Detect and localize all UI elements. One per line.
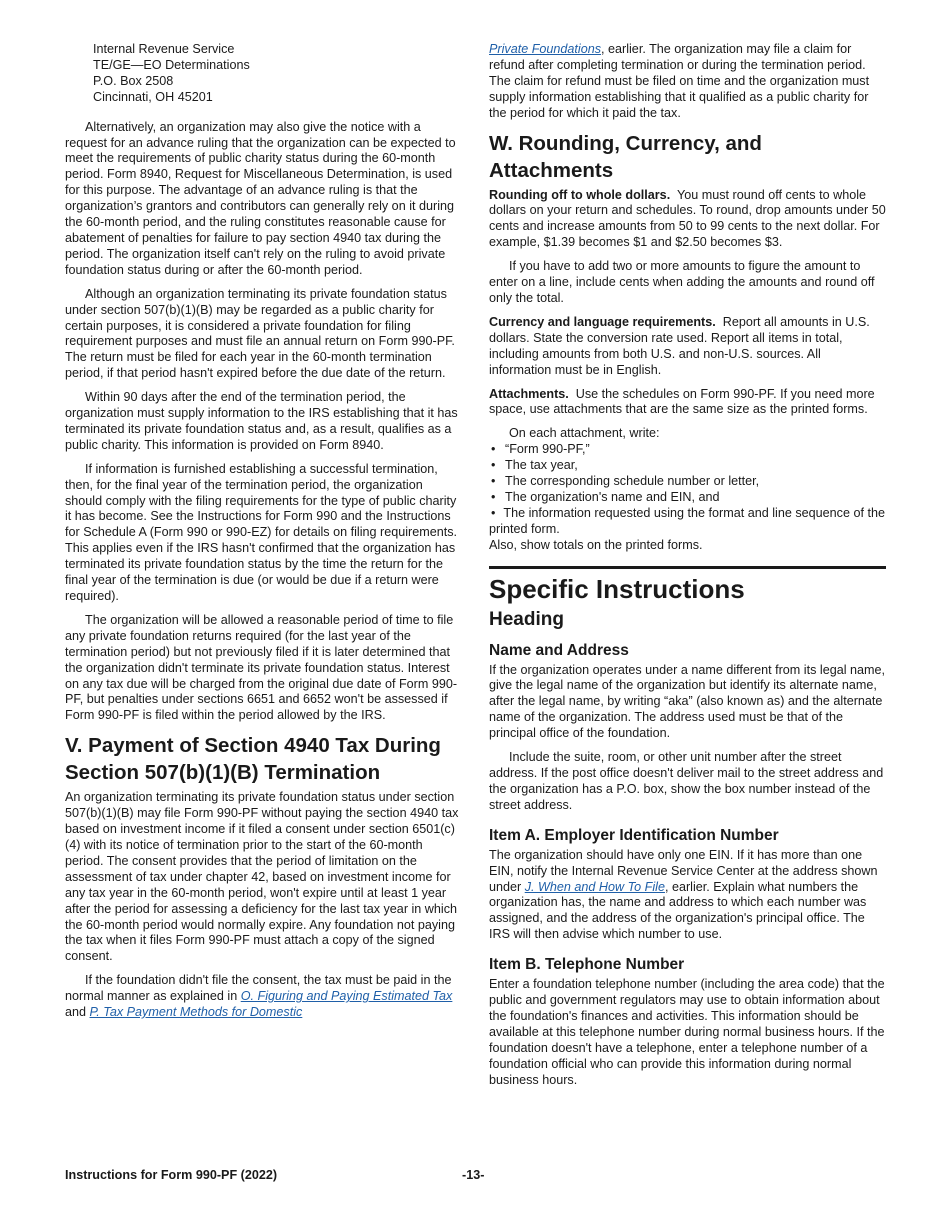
currency-body: Report all amounts in U.S. dollars. State the conversion rate used. Report all items in total, including amounts from both U.S. and non-U.S. sources. All information must be in English. <box>489 314 870 377</box>
paragraph-item-a <box>489 848 886 943</box>
paragraph-attachments <box>489 387 886 419</box>
item-a-title: Item A. Employer Identification Number <box>489 826 779 844</box>
attachment-bullet-list <box>489 442 886 506</box>
continuation-text: , earlier. The organization may file a claim for refund after completing termination or during the termination period. The claim for refund must be filed on time and the organization must supply information establishing that it qualified as a public charity for the period for which it paid the tax. <box>489 42 870 120</box>
list-item-last: • The information requested using the format and line sequence of the printed form. <box>489 505 885 536</box>
item-a-text-cont: , earlier. Explain what numbers the organization has, the name and address to which each number was assigned, and the address of the organization's principal office. The IRS will then advise which number to use. <box>489 879 867 942</box>
list-item: • “Form 990-PF,” <box>489 442 886 458</box>
paragraph-advance-ruling: Alternatively, an organization may also give the notice with a request for an advance ruling that the organization can be expected to meet the requirements of public charity status during the 60-month period. Form 8940, Request for Miscellaneous Determination, is used for this purpose. The advantage of an advance ruling is that the organization’s grantors and contributors can generally rely on it during the 60-month period, and the ruling constitutes reasonable cause for abatement of penalties for failure to pay section 4940 tax during the period. The organization itself can't rely on the ruling to avoid private foundation status during or after the 60-month period. <box>65 119 456 277</box>
list-item-text: The information requested using the format and line sequence of the printed form. <box>489 505 885 536</box>
consent-and-text: and <box>65 1005 90 1020</box>
paragraph-within-90-days: Within 90 days after the end of the termination period, the organization must supply information to the IRS establishing that it has terminated its private foundation status and, as a result, qualifies as a public charity. This information is provided on Form 8940. <box>65 390 458 452</box>
link-private-foundations[interactable]: Private Foundations <box>489 42 602 56</box>
paragraph-name: If the organization operates under a name different from its legal name, give the legal name of the organization but identify its alternate name, after the legal name, by writing “aka” (also known as) and the alternate name of the organization. The address used must be that of the principal office of the foundation. <box>489 662 886 741</box>
footer-page-number: -13- <box>462 1168 485 1182</box>
page-footer <box>65 1168 886 1184</box>
address-line: P.O. Box 2508 <box>93 73 174 88</box>
paragraph-consent <box>65 973 462 1021</box>
name-and-address-title: Name and Address <box>489 641 629 659</box>
paragraph-although: Although an organization terminating its private foundation status under section 507(b)(1)(B) may be regarded as a public charity for certain purposes, it is considered a private foundation for filing requirement purposes and must file an annual return on Form 990-PF. The return must be filed for each year in the 60-month termination period, if that period hasn't expired before the due date of the return. <box>65 286 455 381</box>
link-when-and-how-to-file[interactable]: J. When and How To File <box>524 879 665 894</box>
attachments-body: Use the schedules on Form 990-PF. If you need more space, use attachments that are the same size as the printed forms. <box>489 386 875 417</box>
paragraph-currency <box>489 315 886 379</box>
item-a-text: The organization should have only one EIN. If it has more than one EIN, notify the Internal Revenue Service Center at the address shown under <box>489 847 878 894</box>
consent-text: If the foundation didn't file the consent, the tax must be paid in the normal manner as explained in <box>65 973 452 1004</box>
section-w-title: W. Rounding, Currency, and Attachments <box>489 131 762 182</box>
paragraph-item-b: Enter a foundation telephone number (including the area code) that the public and government regulators may use to obtain information about the foundation's finances and activities. This information should be available at this telephone number during normal business hours. If the foundation doesn't have a telephone, enter a telephone number of a foundation official who can provide this information during normal business hours. <box>489 977 885 1087</box>
paragraph-v-body: An organization terminating its private foundation status under section 507(b)(1)(B) may file Form 990-PF without paying the section 4940 tax based on investment income if it filed a consent under section 6501(c)(4) with its notice of termination prior to the start of the 60-month period. The consent provides that the period of limitation on the assessment of tax under chapter 42, based on investment income for any tax year in the 60-month period, won't expire until at least 1 year after the period for assessing a deficiency for the last tax year in which the 60-month period would normally expire. Any foundation not paying the tax when it files Form 990-PF must attach a copy of the signed consent. <box>65 790 459 964</box>
rounding-run-in-head: Rounding off to whole dollars. <box>489 187 671 202</box>
item-b-title: Item B. Telephone Number <box>489 956 685 974</box>
right-column <box>489 42 886 1097</box>
paragraph-continuation <box>489 42 886 122</box>
attachments-run-in-head: Attachments. <box>489 386 569 401</box>
currency-run-in-head: Currency and language requirements. <box>489 314 716 329</box>
also-show-totals: Also, show totals on the printed forms. <box>489 537 703 552</box>
list-item: • The tax year, <box>489 458 886 474</box>
section-v-title: V. Payment of Section 4940 Tax During Section 507(b)(1)(B) Termination <box>65 734 441 785</box>
heading-title: Heading <box>489 608 564 630</box>
address-line: Cincinnati, OH 45201 <box>93 89 213 104</box>
link-figuring-estimated-tax[interactable]: O. Figuring and Paying Estimated Tax <box>240 989 453 1004</box>
address-line: Internal Revenue Service <box>93 42 235 56</box>
paragraph-two-or-more: If you have to add two or more amounts to figure the amount to enter on a line, include cents when adding the amounts and round off only the total. <box>489 259 875 305</box>
address-line: TE/GE—EO Determinations <box>93 57 250 72</box>
paragraph-if-information: If information is furnished establishing a successful termination, then, for the final year of the termination period, the organization should comply with the filing requirements for the type of public charity it has become. See the Instructions for Form 990 and the Instructions for Schedule A (Form 990 or 990-EZ) for details on filing requirements. This applies even if the IRS hasn't confirmed that the organization has terminated its private foundation status by the time the return for the final year of the termination is due (or would be due if a return were required). <box>65 461 457 603</box>
footer-form-title: Instructions for Form 990-PF (2022) <box>65 1168 278 1182</box>
link-tax-payment-methods[interactable]: P. Tax Payment Methods for Domestic <box>89 1005 303 1020</box>
list-item: • The organization's name and EIN, and <box>489 490 886 506</box>
list-item: • The corresponding schedule number or letter, <box>489 474 886 490</box>
paragraph-suite: Include the suite, room, or other unit number after the street address. If the post office doesn't deliver mail to the street address and the organization has a P.O. box, show the box number instead of the street address. <box>489 750 884 812</box>
paragraph-rounding <box>489 188 886 252</box>
specific-instructions-title: Specific Instructions <box>489 566 886 605</box>
on-each-attachment: On each attachment, write: <box>509 426 660 441</box>
left-column <box>65 42 462 1029</box>
irs-mailing-address <box>93 42 462 106</box>
rounding-body: You must round off cents to whole dollars on your return and schedules. To round, drop amounts under 50 cents and increase amounts from 50 to 99 cents to the next dollar. For example, $1.39 becomes $1 and $2.50 becomes $3. <box>489 187 886 250</box>
paragraph-reasonable-period: The organization will be allowed a reasonable period of time to file any private foundation returns required (for the last year of the termination period) but not previously filed if it is later determined that the organization didn't terminate its private foundation status. Interest on any tax due will be charged from the original due date of Form 990-PF, but penalties under sections 6651 and 6652 won't be assessed if Form 990-PF is filed within the period allowed by the IRS. <box>65 612 458 723</box>
